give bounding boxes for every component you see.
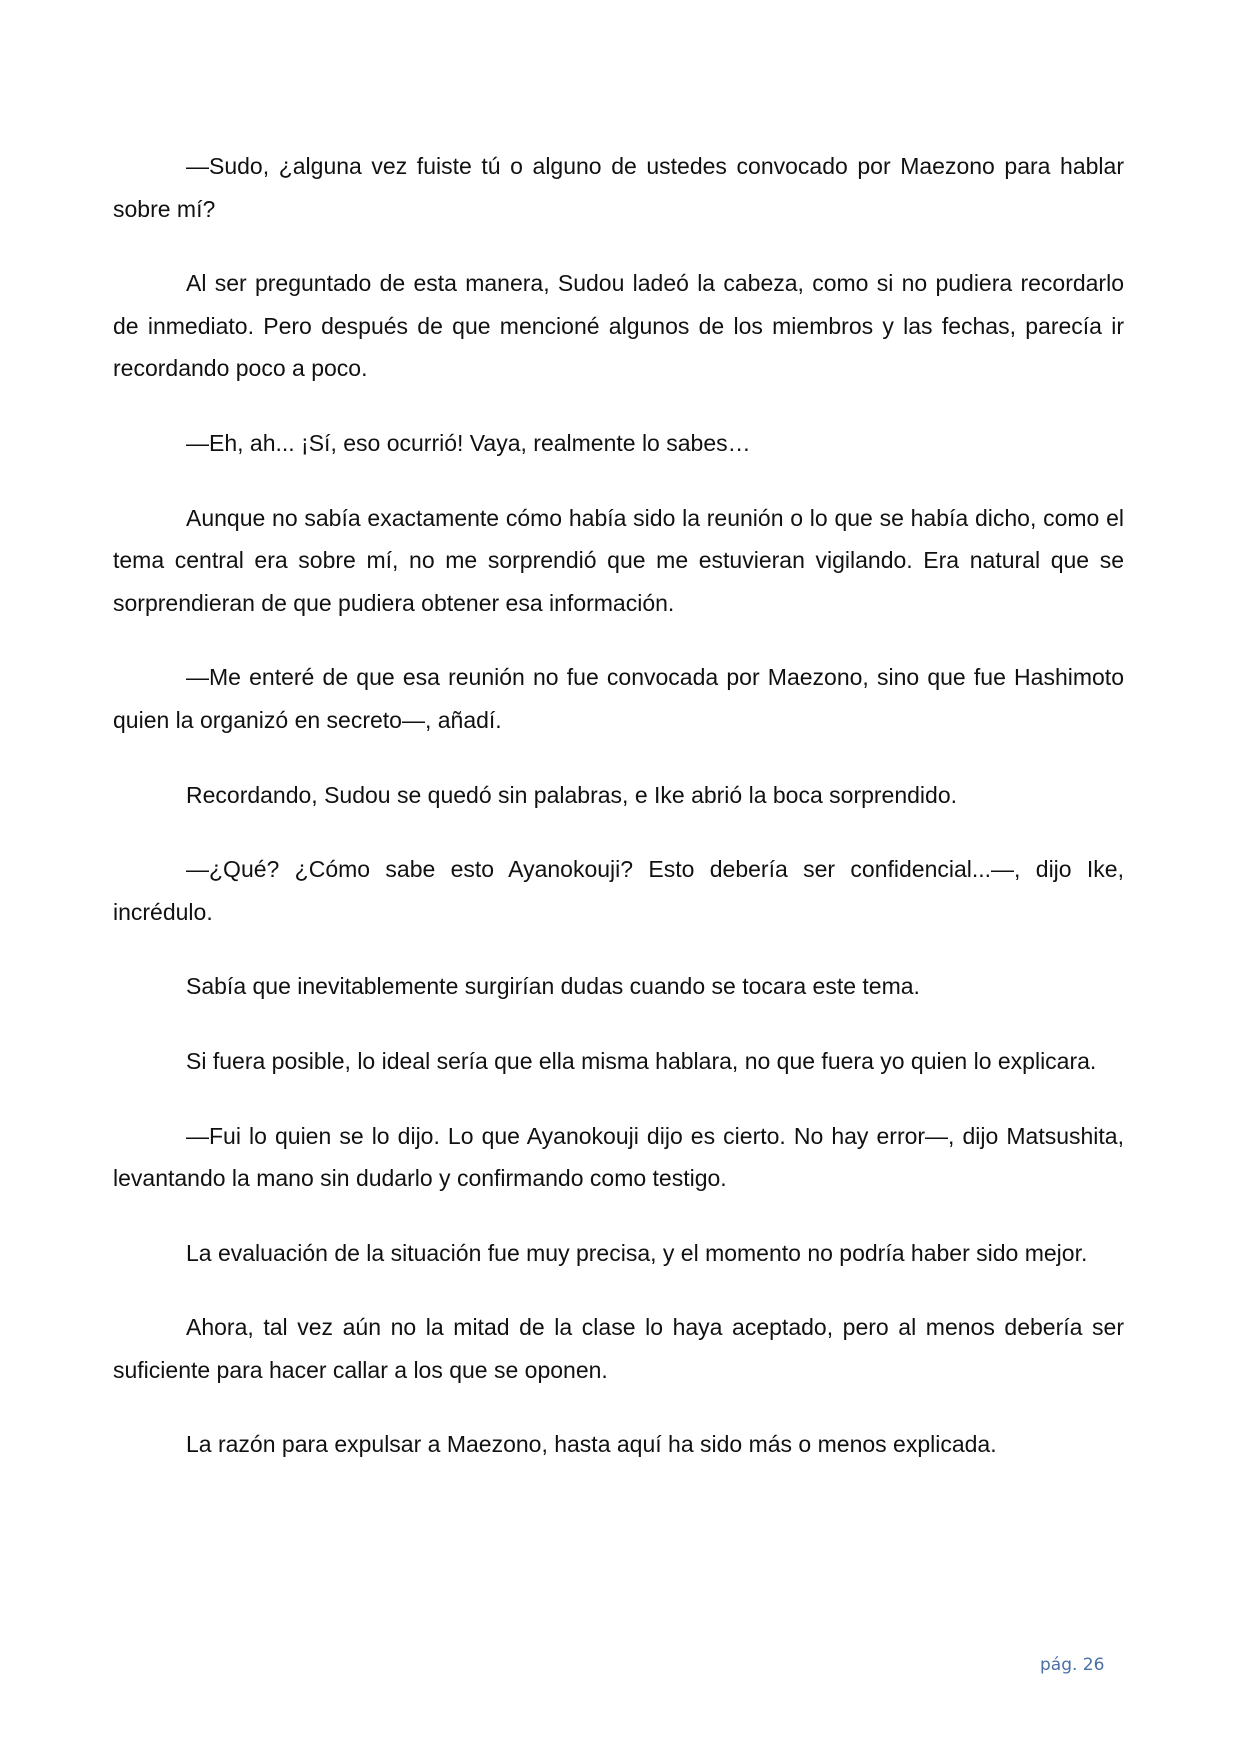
paragraph: —Eh, ah... ¡Sí, eso ocurrió! Vaya, realmente lo sabes… [186,429,751,456]
paragraph: Sabía que inevitablemente surgirían dudas cuando se tocara este tema. [186,973,920,1000]
document-body [113,145,1124,1498]
paragraph: Ahora, tal vez aún no la mitad de la clase lo haya aceptado, pero al menos debería ser suficiente para hacer callar a los que se oponen. [113,1314,1124,1383]
paragraph: La evaluación de la situación fue muy precisa, y el momento no podría haber sido mejor. [186,1239,1088,1266]
paragraph: La razón para expulsar a Maezono, hasta aquí ha sido más o menos explicada. [186,1431,997,1458]
paragraph: —Me enteré de que esa reunión no fue convocada por Maezono, sino que fue Hashimoto quien la organizó en secreto—, añadí. [113,664,1124,733]
paragraph: —¿Qué? ¿Cómo sabe esto Ayanokouji? Esto debería ser confidencial...—, dijo Ike, incrédulo. [113,856,1124,925]
paragraph: Aunque no sabía exactamente cómo había sido la reunión o lo que se había dicho, como el tema central era sobre mí, no me sorprendió que me estuvieran vigilando. Era natural que se sorprendieran de que pudiera obtener esa información. [113,504,1124,616]
paragraph: Al ser preguntado de esta manera, Sudou ladeó la cabeza, como si no pudiera recordarlo de inmediato. Pero después de que mencioné algunos de los miembros y las fechas, parecía ir recordando poco a poco. [113,270,1124,382]
paragraph: —Fui lo quien se lo dijo. Lo que Ayanokouji dijo es cierto. No hay error—, dijo Matsushita, levantando la mano sin dudarlo y confirmando como testigo. [113,1122,1124,1192]
paragraph: Si fuera posible, lo ideal sería que ella misma hablara, no que fuera yo quien lo explicara. [186,1047,1097,1074]
page-number: pág. 26 [1040,1655,1105,1675]
paragraph: Recordando, Sudou se quedó sin palabras, e Ike abrió la boca sorprendido. [186,781,958,808]
paragraph: —Sudo, ¿alguna vez fuiste tú o alguno de ustedes convocado por Maezono para hablar sobre mí? [113,153,1124,222]
